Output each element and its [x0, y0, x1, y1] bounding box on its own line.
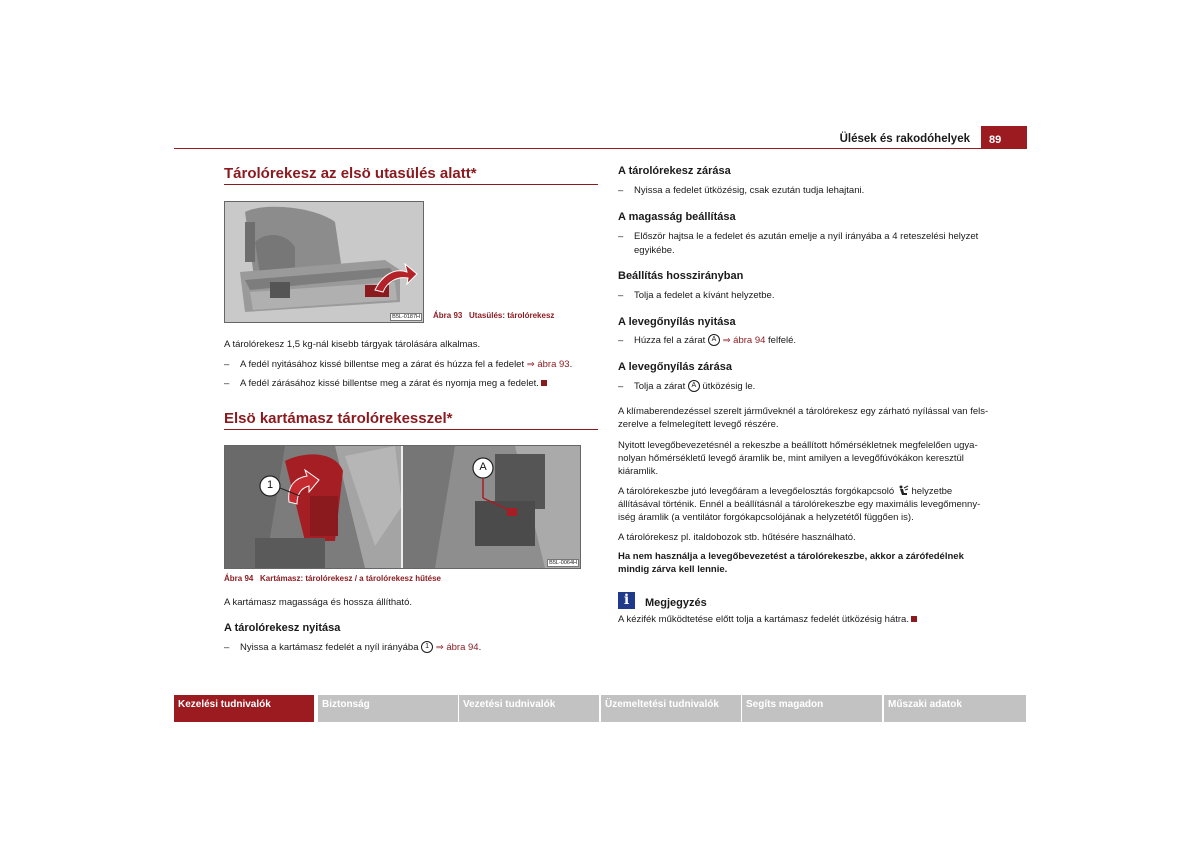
figure-93-seat-image	[224, 201, 424, 323]
bullet-text: Húzza fel a zárat	[634, 335, 706, 346]
subheading-open-storage: A tárolórekesz nyitása	[224, 622, 341, 634]
caption-number: Ábra 94	[224, 574, 254, 583]
nav-tab-operating[interactable]: Kezelési tudnivalók	[174, 695, 314, 722]
caption-number: Ábra 93	[433, 311, 463, 320]
link-figure-94[interactable]: ⇒ ábra 94	[722, 335, 766, 346]
text-line: Ha nem használja a levegőbevezetést a tárolórekeszbe, akkor a zárófedélnek	[618, 551, 964, 562]
text-line: A klímaberendezéssel szerelt járműveknél a tárolórekesz egy zárható nyílással van fels-	[618, 406, 989, 417]
subheading-height: A magasság beállítása	[618, 211, 736, 223]
section1-intro: A tárolórekesz 1,5 kg-nál kisebb tárgyak tárolására alkalmas.	[224, 339, 481, 350]
text-line: iség áramlik (a ventilátor forgókapcsolójának a helyzetétől függően is).	[618, 512, 914, 523]
text-line: Nyitott levegőbevezetésnél a rekeszbe a beállított hőmérsékletnek megfelelően ugya-	[618, 440, 978, 451]
text-line: állításával történik. Ennél a beállításnál a tárolórekeszbe egy maximális levegőmenny-	[618, 499, 981, 510]
info-icon: i	[618, 592, 635, 609]
height-bullet-line2: egyikébe.	[634, 245, 675, 256]
bullet-text: Tolja a fedelet a kívánt helyzetbe.	[634, 290, 775, 301]
section1-bullet-open: – A fedél nyitásához kissé billentse meg a zárat és húzza fel a fedelet ⇒ ábra 93.	[224, 359, 573, 370]
note-title: Megjegyzés	[645, 597, 707, 609]
header-rule	[174, 148, 982, 149]
nav-tab-self-help[interactable]: Segíts magadon	[742, 695, 882, 722]
text-line: kiáramlik.	[618, 466, 659, 477]
bullet-text: A fedél zárásához kissé billentse meg a zárat és nyomja meg a fedelet.	[240, 378, 539, 389]
vent-close-bullet: – Tolja a zárat A ütközésig le.	[618, 381, 756, 392]
figure-code: B5L-0187H	[392, 314, 420, 320]
paragraph-usage: A tárolórekesz pl. italdobozok stb. hűtésére használható.	[618, 532, 856, 543]
text-line: nolyan hőmérsékletű levegő áramlik be, mint amilyen a levegőfúvókákon keresztül	[618, 453, 964, 464]
end-of-section-marker	[911, 616, 917, 622]
height-bullet-line1: – Először hajtsa le a fedelet és azután emelje a nyíl irányába a 4 reteszelési helyzet	[618, 231, 979, 242]
circled-label-A: A	[708, 334, 720, 346]
bullet-end: .	[478, 642, 482, 653]
section-rule	[224, 429, 598, 430]
link-figure-94[interactable]: ⇒ ábra 94	[435, 642, 479, 653]
text-line: mindig zárva kell lennie.	[618, 564, 728, 575]
longitudinal-bullet: – Tolja a fedelet a kívánt helyzetbe.	[618, 290, 775, 301]
section-rule	[224, 184, 598, 185]
subheading-vent-open: A levegőnyílás nyitása	[618, 316, 736, 328]
paragraph-open-vent	[618, 439, 1003, 478]
paragraph-climate	[618, 405, 1003, 431]
link-figure-93[interactable]: ⇒ ábra 93	[526, 359, 570, 370]
bullet-text-end: felfelé.	[768, 335, 797, 346]
circled-label-1: 1	[421, 641, 433, 653]
figure-94-armrest-image	[224, 445, 581, 569]
nav-tab-driving[interactable]: Vezetési tudnivalók	[459, 695, 599, 722]
caption-text: Kartámasz: tárolórekesz / a tárolórekesz hűtése	[260, 574, 441, 583]
section2-intro: A kartámasz magassága és hossza állítható.	[224, 597, 412, 608]
section-title-armrest: Elsö kartámasz tárolórekesszel*	[224, 410, 453, 427]
vent-open-bullet: – Húzza fel a zárat A ⇒ ábra 94 felfelé.	[618, 335, 797, 346]
nav-tab-operation[interactable]: Üzemeltetési tudnivalók	[601, 695, 741, 722]
note-body: A kézifék működtetése előtt tolja a kartámasz fedelét ütközésig hátra.	[618, 614, 909, 625]
paragraph-airflow	[618, 485, 1003, 524]
air-distribution-icon	[897, 485, 909, 496]
circled-label-A: A	[688, 380, 700, 392]
figure-code: B5L-0064H	[549, 560, 577, 566]
subheading-longitudinal: Beállítás hosszirányban	[618, 270, 744, 282]
note-text	[618, 613, 917, 626]
text-line: zerelve a felmelegített levegő részére.	[618, 419, 779, 430]
bullet-end: .	[569, 359, 573, 370]
section1-bullet-close: – A fedél zárásához kissé billentse meg a zárat és nyomja meg a fedelet.	[224, 377, 604, 390]
figure-93-caption	[433, 311, 554, 320]
text-line: helyzetbe	[911, 486, 953, 497]
subheading-close-storage: A tárolórekesz zárása	[618, 165, 731, 177]
bullet-text: Nyissa a fedelet ütközésig, csak ezután tudja lehajtani.	[634, 185, 865, 196]
page-number: 89	[981, 126, 1027, 149]
bullet-text: Nyissa a kartámasz fedelét a nyíl irányába	[240, 642, 419, 653]
bullet-text-end: ütközésig le.	[702, 381, 756, 392]
text-line: A tárolórekeszbe jutó levegőáram a levegőelosztás forgókapcsoló	[618, 486, 895, 497]
section2-bullet-open: – Nyissa a kartámasz fedelét a nyíl irányába 1 ⇒ ábra 94.	[224, 642, 482, 653]
figure-callout-1: 1	[266, 479, 274, 491]
section-title-seat-storage: Tárolórekesz az elsö utasülés alatt*	[224, 165, 477, 182]
nav-tab-technical-data[interactable]: Műszaki adatok	[884, 695, 1026, 722]
close-bullet: – Nyissa a fedelet ütközésig, csak ezután tudja lehajtani.	[618, 185, 865, 196]
caption-text: Utasülés: tárolórekesz	[469, 311, 555, 320]
bullet-text: A fedél nyitásához kissé billentse meg a zárat és húzza fel a fedelet	[240, 359, 525, 370]
figure-callout-A: A	[479, 461, 487, 473]
figure-94-caption	[224, 574, 441, 583]
page-section-title: Ülések és rakodóhelyek	[839, 133, 970, 145]
end-of-section-marker	[541, 380, 547, 386]
nav-tab-safety[interactable]: Biztonság	[318, 695, 458, 722]
bullet-text: Először hajtsa le a fedelet és azután emelje a nyíl irányába a 4 reteszelési helyzet	[634, 231, 979, 242]
bullet-text: Tolja a zárat	[634, 381, 686, 392]
paragraph-warning	[618, 550, 1003, 576]
subheading-vent-close: A levegőnyílás zárása	[618, 361, 732, 373]
